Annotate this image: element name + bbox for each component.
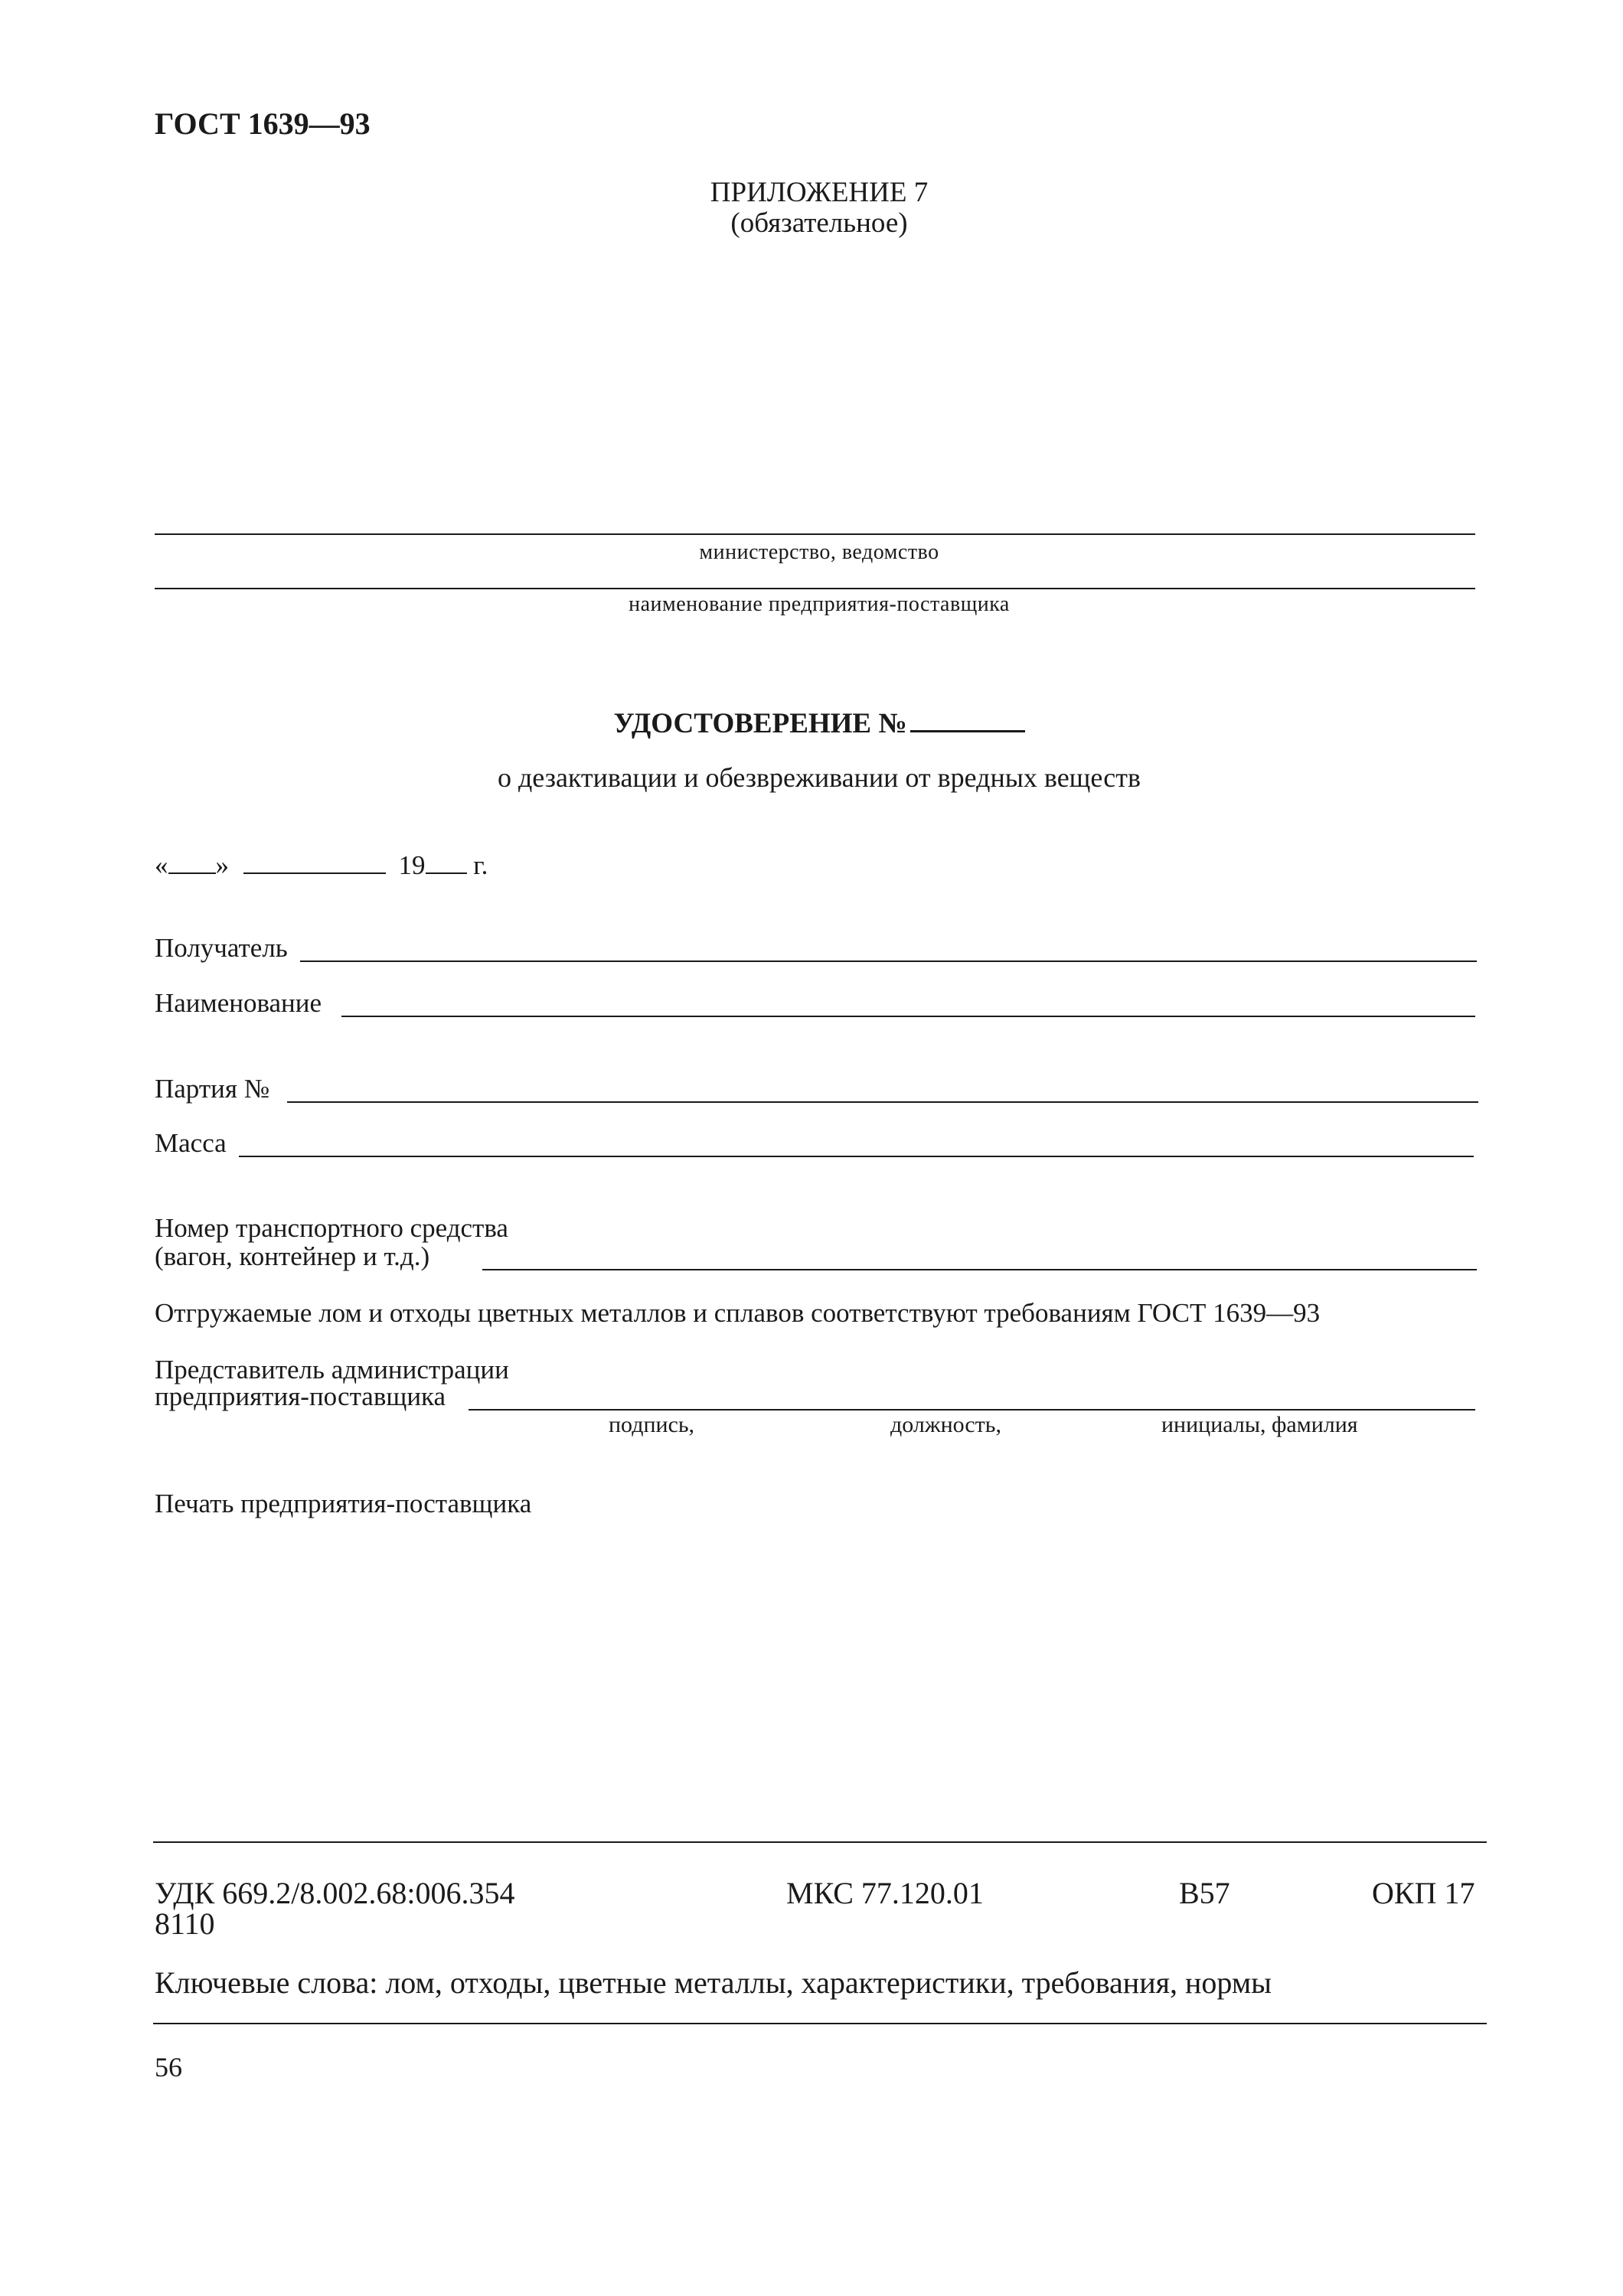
certificate-title (0, 704, 1623, 740)
certificate-title-text: УДОСТОВЕРЕНИЕ № (613, 708, 907, 739)
appendix-title: ПРИЛОЖЕНИЕ 7 (710, 177, 929, 208)
keywords: Ключевые слова: лом, отходы, цветные металлы, характеристики, требования, нормы (155, 1965, 1272, 2000)
recipient-label: Получатель (155, 933, 288, 963)
vehicle-label-line1: Номер транспортного средства (155, 1213, 508, 1243)
date-open-quote: « (155, 850, 168, 880)
udk-code: УДК 669.2/8.002.68:006.354 (155, 1876, 515, 1910)
certificate-number-field[interactable] (910, 704, 1025, 732)
date-close-quote: » (215, 850, 229, 880)
document-code: ГОСТ 1639—93 (155, 106, 371, 141)
year-field[interactable] (426, 850, 467, 874)
vehicle-label-line2: (вагон, контейнер и т.д.) (155, 1241, 430, 1271)
representative-label-line1: Представитель администрации (155, 1355, 509, 1384)
footer-bottom-rule (153, 2023, 1487, 2024)
okp-code: ОКП 17 (1372, 1876, 1475, 1910)
representative-label-line2: предприятия-поставщика (155, 1381, 446, 1411)
ministry-line (155, 533, 1475, 535)
appendix-subtitle: (обязательное) (730, 207, 908, 239)
representative-field[interactable] (469, 1409, 1475, 1411)
mass-label: Масса (155, 1128, 227, 1158)
signature-caption: подпись, (609, 1412, 695, 1437)
name-label: Наименование (155, 988, 322, 1018)
batch-label: Партия № (155, 1074, 270, 1104)
supplier-line (155, 588, 1475, 589)
udk-code-continued: 8110 (155, 1906, 215, 1941)
class-code: В57 (1179, 1876, 1230, 1910)
recipient-field[interactable] (300, 960, 1477, 962)
batch-field[interactable] (287, 1101, 1478, 1103)
name-field[interactable] (341, 1016, 1475, 1017)
page-number: 56 (155, 2052, 182, 2082)
month-field[interactable] (243, 850, 386, 874)
year-prefix: 19 (398, 850, 426, 880)
day-field[interactable] (168, 850, 216, 874)
ministry-caption: министерство, ведомство (699, 540, 939, 564)
stamp-label: Печать предприятия-поставщика (155, 1489, 532, 1518)
supplier-caption: наименование предприятия-поставщика (629, 592, 1010, 616)
compliance-statement: Отгружаемые лом и отходы цветных металлов и сплавов соответствуют требованиям ГОСТ 1639—93 (155, 1298, 1321, 1328)
year-suffix: г. (473, 850, 488, 880)
vehicle-field[interactable] (482, 1269, 1477, 1270)
mass-field[interactable] (239, 1156, 1474, 1157)
mks-code: МКС 77.120.01 (786, 1876, 984, 1910)
position-caption: должность, (890, 1412, 1001, 1437)
footer-top-rule (153, 1841, 1487, 1843)
date-row (155, 850, 488, 881)
full-name-caption: инициалы, фамилия (1161, 1412, 1358, 1437)
certificate-subtitle: о дезактивации и обезвреживании от вредных веществ (497, 762, 1141, 793)
